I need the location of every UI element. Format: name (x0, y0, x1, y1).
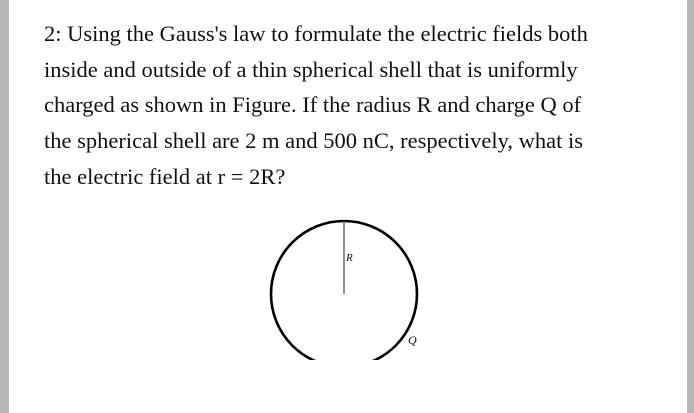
question-line-2: inside and outside of a thin spherical shell that is uniformly (44, 56, 578, 82)
question-line-3: charged as shown in Figure. If the radius R and charge Q of (44, 92, 582, 118)
question-line-1: 2: Using the Gauss's law to formulate the electric fields both (44, 21, 588, 46)
charge-label: Q (408, 333, 417, 347)
question-line-4: the spherical shell are 2 m and 500 nC, respectively, what is (44, 128, 584, 154)
right-border (687, 0, 694, 413)
spherical-shell-figure (244, 210, 444, 360)
question-text (44, 16, 656, 195)
radius-label: R (346, 252, 353, 264)
shell-diagram (244, 210, 444, 360)
question-line-5: the electric field at r = 2R? (44, 163, 286, 189)
left-border (0, 0, 9, 413)
